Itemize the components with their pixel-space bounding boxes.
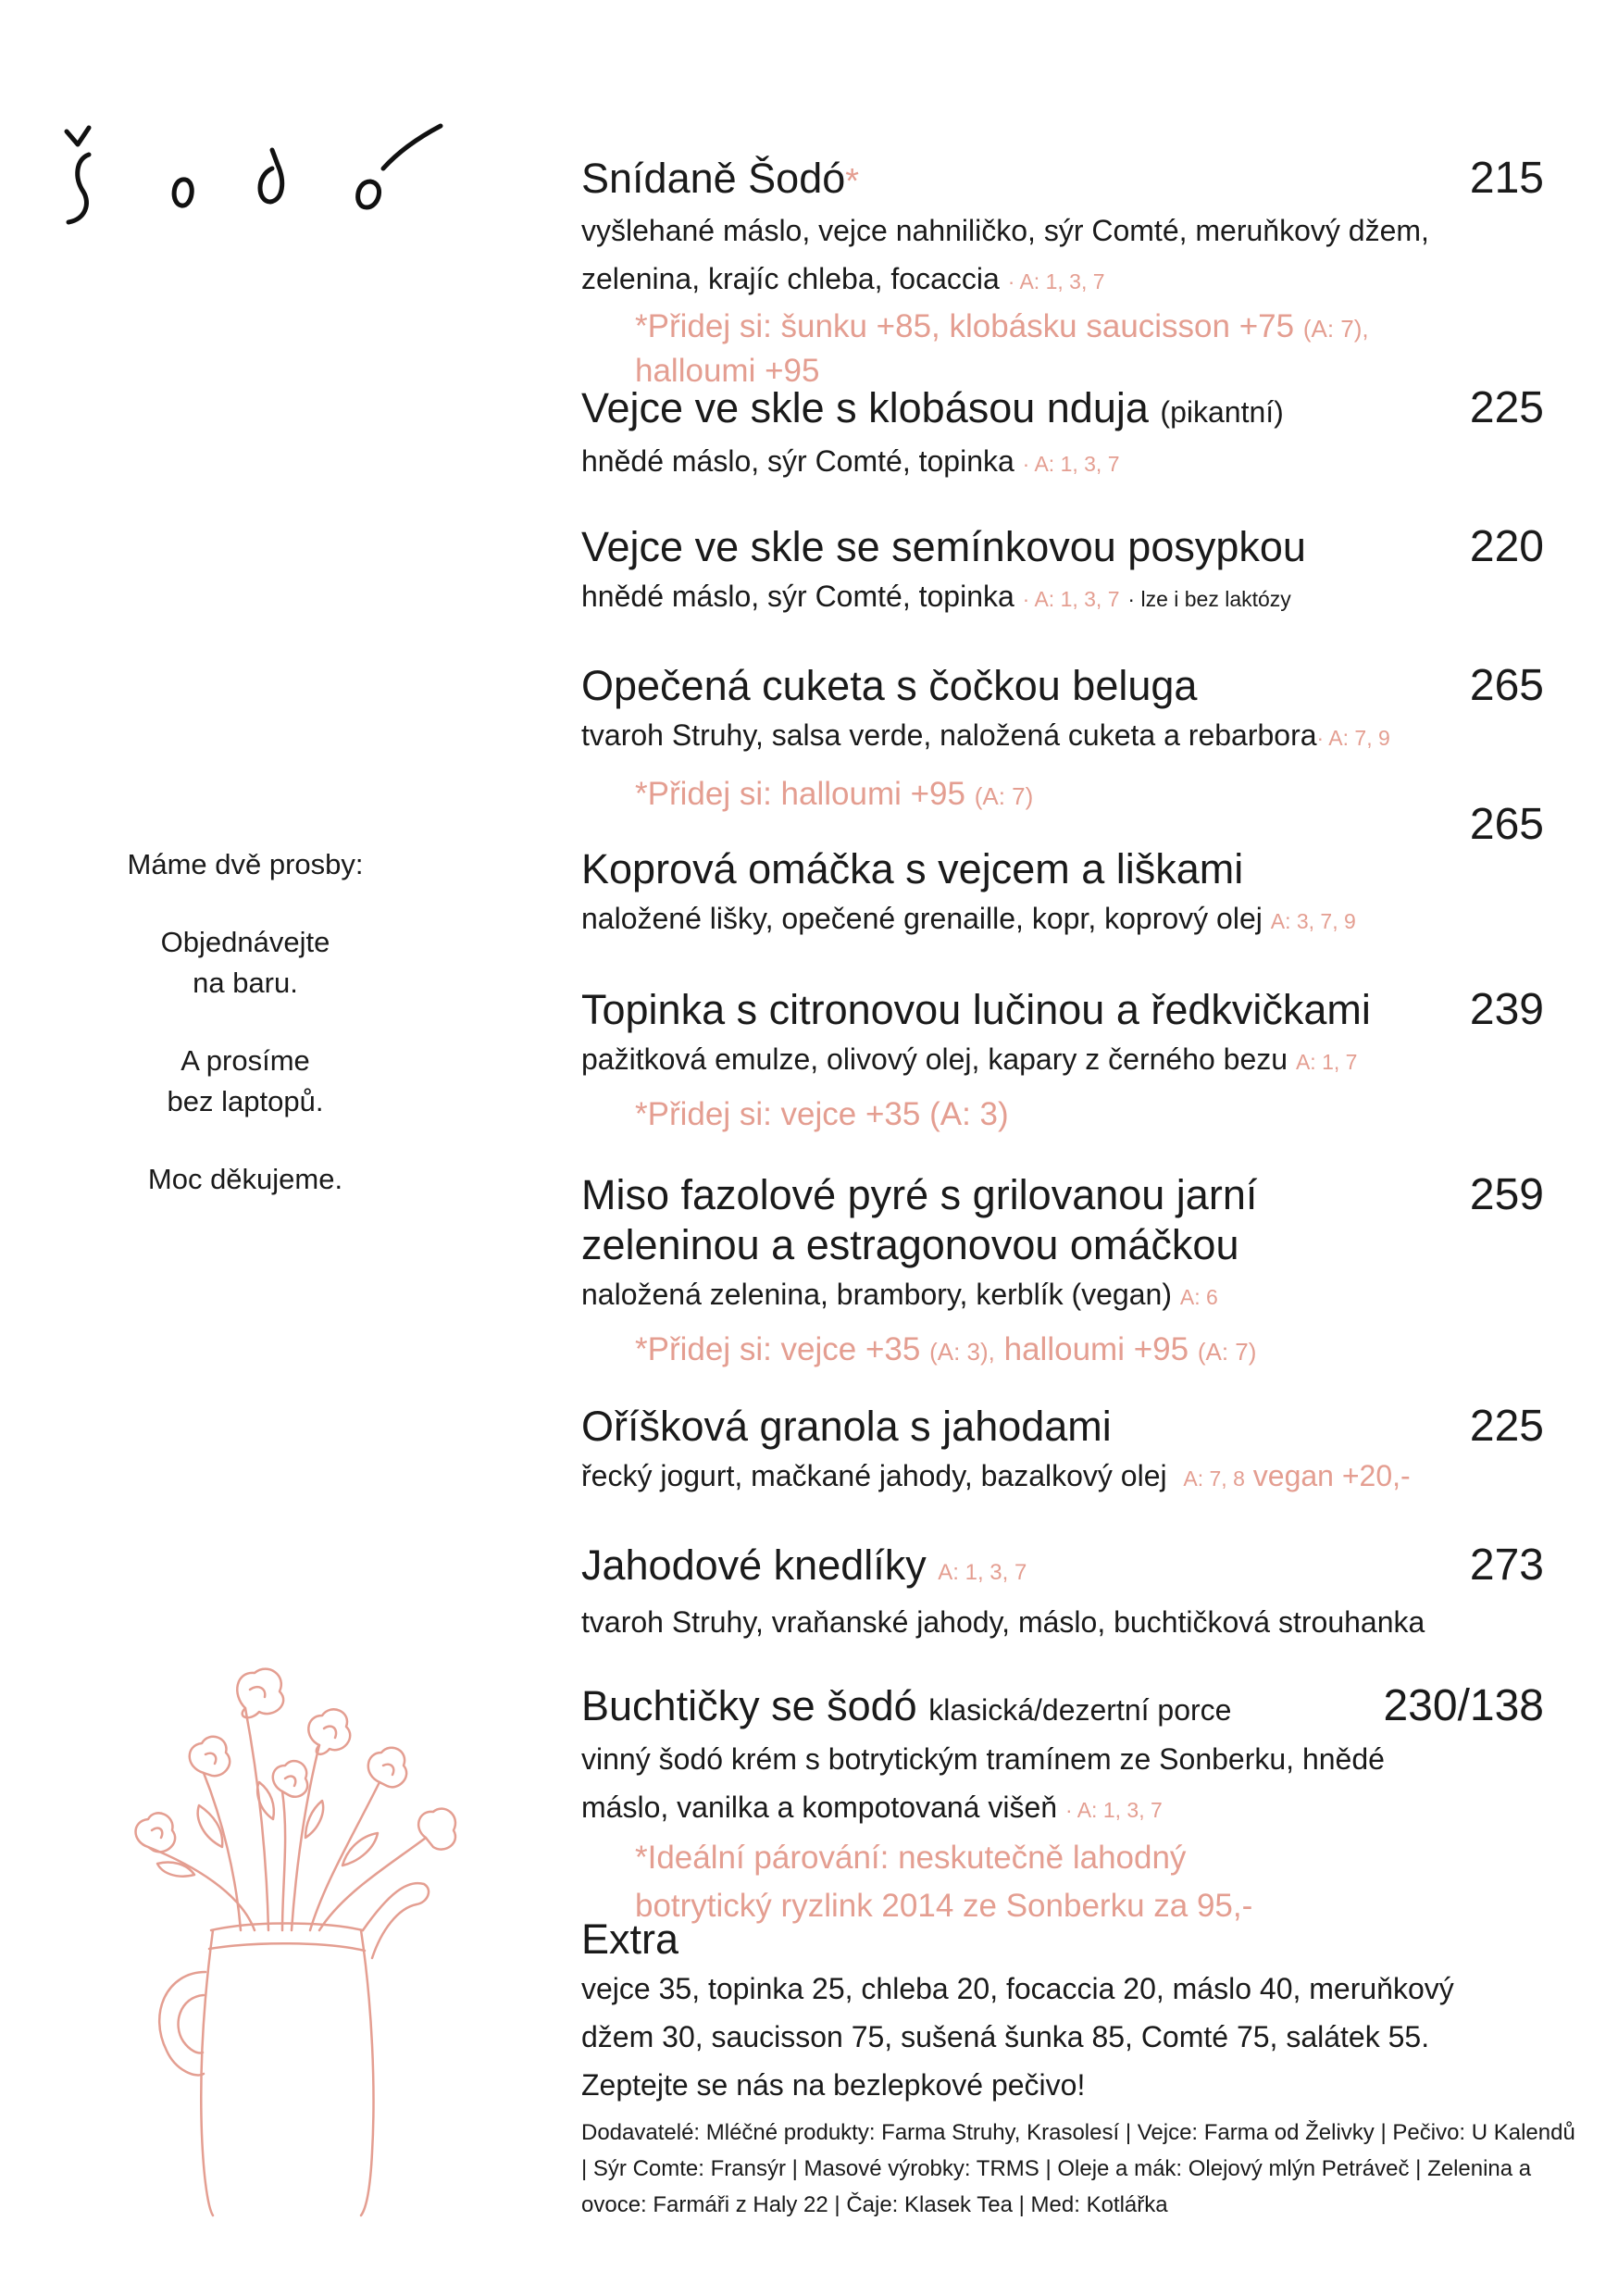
item-desc-text: tvaroh Struhy, salsa verde, naložená cuketa a rebarbora (581, 718, 1317, 752)
extra-text: vejce 35, topinka 25, chleba 20, focaccia 20, máslo 40, meruňkový džem 30, saucisson 75, sušená šunka 85, Comté 75, salátek 55. Zeptejte se nás na bezlepkové pečivo! (581, 1972, 1454, 2102)
item-subtitle: (pikantní) (1160, 395, 1284, 429)
item-add-on: *Přidej si: vejce +35 (A: 3) (635, 1096, 1009, 1132)
item-price: 215 (1469, 154, 1544, 203)
item-add-on (635, 1329, 1544, 1373)
allergen-info: · A: 1, 3, 7 (1007, 269, 1105, 293)
item-title: Snídaně Šodó (581, 155, 846, 202)
add-on-text: *Přidej si: vejce +35 (635, 1331, 921, 1367)
item-desc-text: hnědé máslo, sýr Comté, topinka (581, 444, 1014, 478)
allergen-info: A: 1, 3, 7 (938, 1560, 1027, 1585)
item-price: 225 (1469, 1402, 1544, 1451)
item-price: 239 (1469, 985, 1544, 1034)
star-mark: * (845, 162, 860, 201)
item-price: 265 (1469, 800, 1544, 849)
add-on-allergen: (A: 3), (929, 1338, 995, 1366)
item-price: 225 (1469, 383, 1544, 432)
item-name: Oříšková granola s jahodami (581, 1403, 1112, 1450)
item-title: Buchtičky se šodó (581, 1682, 917, 1729)
customer-note (88, 844, 403, 1237)
item-description (581, 1735, 1544, 1834)
item-name: Miso fazolové pyré s grilovanou jarní zeleninou a estragonovou omáčkou (581, 1171, 1258, 1268)
lactose-note: · lze i bez laktózy (1127, 587, 1291, 611)
menu-item-cuketa-beluga (581, 661, 1544, 817)
item-name (581, 1541, 1544, 1598)
allergen-info: A: 6 (1179, 1285, 1218, 1309)
item-description (581, 1452, 1544, 1503)
add-on-allergen-2: (A: 7) (1197, 1338, 1257, 1366)
item-price: 259 (1469, 1170, 1544, 1219)
item-name (581, 154, 1544, 206)
allergen-info: · A: 1, 3, 7 (1064, 1798, 1163, 1822)
item-desc-text: naložené lišky, opečené grenaille, kopr, koprový olej (581, 902, 1263, 935)
allergen-info: · A: 1, 3, 7 (1022, 452, 1120, 476)
item-desc-text: vyšlehané máslo, vejce nahniličko, sýr Comté, meruňkový džem, zelenina, krajíc chleba, focaccia (581, 214, 1429, 295)
note-line-1: Máme dvě prosby: (127, 848, 364, 880)
suppliers-info: Dodavatelé: Mléčné produkty: Farma Struhy, Krasolesí | Vejce: Farma od Želivky | Pečivo: U Kalendů | Sýr Comte: Fransýr | Masové výrobky: TRMS | Oleje a mák: Olejový mlýn Petráveč | Zelenina a ovoce: Farmáři z Haly 22 | Čaje: Klasek Tea | Med: Kotlářka (581, 2120, 1575, 2217)
item-name: Opečená cuketa s čočkou beluga (581, 662, 1198, 709)
item-name: Topinka s citronovou lučinou a ředkvičkami (581, 986, 1371, 1033)
add-on-text: *Přidej si: šunku +85, klobásku saucisson +75 (635, 308, 1295, 344)
item-desc-text: naložená zelenina, brambory, kerblík (vegan) (581, 1278, 1172, 1311)
pairing-text-2: botrytický ryzlink 2014 ze Sonberku za 95,- (635, 1888, 1253, 1924)
item-description: tvaroh Struhy, vraňanské jahody, máslo, buchtičková strouhanka (581, 1605, 1425, 1639)
allergen-info: A: 3, 7, 9 (1270, 909, 1356, 933)
menu-item-topinka-lucina (581, 985, 1544, 1136)
handwritten-logo (57, 104, 446, 233)
menu-item-buchticky (581, 1681, 1544, 1930)
vegan-option: vegan +20,- (1252, 1459, 1411, 1492)
menu-item-jahodove-knedliky (581, 1541, 1544, 1646)
extra-section (581, 1915, 1544, 2109)
add-on-allergen: (A: 7) (974, 782, 1034, 810)
pairing-text: *Ideální párování: neskutečně lahodný (635, 1840, 1187, 1876)
item-description (581, 437, 1544, 488)
item-title: Jahodové knedlíky (581, 1541, 927, 1589)
menu-item-granola (581, 1402, 1544, 1503)
add-on-allergen: (A: 7), (1302, 315, 1369, 343)
note-line-4: Moc děkujeme. (147, 1163, 343, 1195)
item-description (581, 894, 1544, 945)
menu-item-vejce-nduja (581, 383, 1544, 488)
item-add-on (635, 306, 1544, 393)
item-description (581, 572, 1544, 623)
note-line-3: A prosíme bez laptopů. (167, 1044, 324, 1117)
add-on-text: *Přidej si: halloumi +95 (635, 776, 965, 812)
flower-vase-illustration (83, 1653, 481, 2217)
extra-title: Extra (581, 1915, 679, 1963)
item-price: 273 (1469, 1541, 1544, 1590)
allergen-info: · A: 1, 3, 7 (1022, 587, 1120, 611)
add-on-text-2: halloumi +95 (1003, 1331, 1189, 1367)
item-name: Vejce ve skle se semínkovou posypkou (581, 523, 1306, 570)
menu-item-snidane-sodo (581, 154, 1544, 393)
item-desc-text: vinný šodó krém s botrytickým tramínem ze Sonberku, hnědé máslo, vanilka a kompotovaná višeň (581, 1742, 1385, 1824)
item-desc-text: řecký jogurt, mačkané jahody, bazalkový olej (581, 1459, 1167, 1492)
item-description (581, 1270, 1544, 1321)
item-price: 230/138 (1383, 1681, 1544, 1730)
item-desc-text: hnědé máslo, sýr Comté, topinka (581, 580, 1014, 613)
allergen-info: · A: 7, 9 (1316, 726, 1390, 750)
item-description (581, 1035, 1544, 1086)
item-subtitle: klasická/dezertní porce (928, 1693, 1232, 1727)
menu-item-koprova-omacka (581, 800, 1544, 945)
item-desc-text: pažitková emulze, olivový olej, kapary z černého bezu (581, 1042, 1288, 1076)
item-price: 265 (1469, 661, 1544, 710)
menu-item-miso-pyre (581, 1170, 1544, 1373)
allergen-info: A: 7, 8 (1183, 1466, 1245, 1491)
item-title: Vejce ve skle s klobásou nduja (581, 384, 1149, 431)
item-price: 220 (1469, 522, 1544, 571)
note-line-2: Objednávejte na baru. (160, 926, 330, 999)
menu-item-vejce-seminka (581, 522, 1544, 623)
item-name (581, 383, 1544, 437)
add-on-text-2: halloumi +95 (635, 353, 820, 389)
item-description (581, 206, 1544, 306)
allergen-info: A: 1, 7 (1295, 1050, 1358, 1074)
item-name: Koprová omáčka s vejcem a liškami (581, 845, 1244, 892)
item-description (581, 711, 1544, 762)
